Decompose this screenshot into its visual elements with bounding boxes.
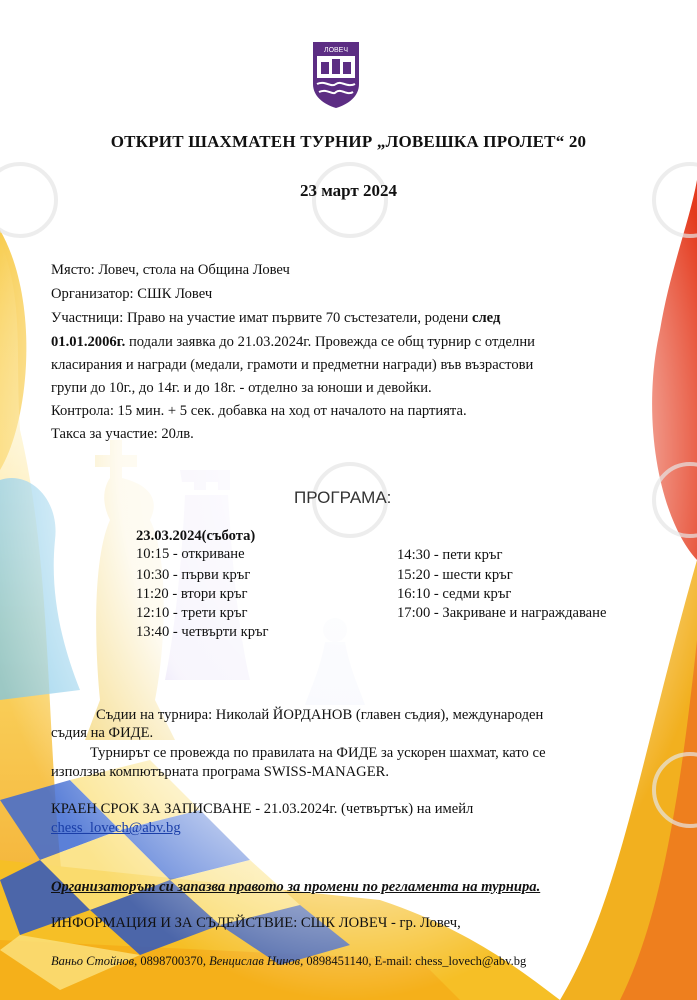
event-date: 23 март 2024 [299,181,398,200]
program-heading: ПРОГРАМА: [294,488,392,507]
deadline-line: КРАЕН СРОК ЗА ЗАПИСВАНЕ - 21.03.2024г. (четвъртък) на имейл [51,801,474,817]
judges-line-2: съдия на ФИДЕ. [51,725,154,741]
participants-line-1 [51,310,500,327]
rules-line-1: Турнирът се провежда по правилата на ФИДЕ за ускорен шахмат, като се [90,745,546,761]
organizer-notice: Организаторът си запазва правото за промени по регламента на турнира. [51,879,541,895]
participants-deadline-text: подали заявка до 21.03.2024г. Провежда се общ турнир с отделни [125,334,535,350]
organizer-line: Организатор: СШК Ловеч [51,286,213,302]
lovech-coat-of-arms-logo [311,40,361,110]
participants-line-4: групи до 10г., до 14г. и до 18г. - отделно за юноши и девойки. [51,380,432,396]
participants-birthdate: 01.01.2006г. [51,334,126,350]
footer-contacts [51,954,526,969]
control-line: Контрола: 15 мин. + 5 сек. добавка на ход от началото на партията. [51,403,467,419]
contact-phone-2: 0898451140, E-mail: chess_lovech@abv.bg [303,954,527,968]
schedule-item: 12:10 - трети кръг [136,605,248,621]
fee-line: Такса за участие: 20лв. [51,426,194,442]
contact-phone-1: 0898700370, [137,954,210,968]
participants-after-label: след [472,310,501,326]
page-title: ОТКРИТ ШАХМАТЕН ТУРНИР „ЛОВЕШКА ПРОЛЕТ“ 20 [110,132,587,151]
schedule-item: 10:15 - откриване [136,546,245,562]
contact-line: ИНФОРМАЦИЯ И ЗА СЪДЕЙСТВИЕ: СШК ЛОВЕЧ - гр. Ловеч, [51,915,461,931]
schedule-item: 15:20 - шести кръг [397,567,513,583]
participants-line-2 [51,334,535,351]
program-day: 23.03.2024(събота) [136,528,256,544]
participants-line-3: класирания и награди (медали, грамоти и предметни награди) във възрастови [51,357,534,373]
place-line: Място: Ловеч, стола на Община Ловеч [51,262,290,278]
schedule-item: 16:10 - седми кръг [397,586,512,602]
rules-line-2: използва компютърната програма SWISS-MANAGER. [51,764,389,780]
schedule-item: 10:30 - първи кръг [136,567,251,583]
schedule-item: 13:40 - четвърти кръг [136,624,269,640]
schedule-item: 17:00 - Закриване и награждаване [397,605,607,621]
contact-name-2: Венцислав Нинов, [209,954,304,968]
email-link[interactable]: chess_lovech@abv.bg [51,820,181,836]
schedule-item: 14:30 - пети кръг [397,547,503,563]
contact-name-1: Ваньо Стойнов, [51,954,138,968]
judges-line-1: Съдии на турнира: Николай ЙОРДАНОВ (главен съдия), международен [96,707,544,723]
participants-prefix: Участници: Право на участие имат първите 70 състезатели, родени [51,310,469,326]
schedule-item: 11:20 - втори кръг [136,586,248,602]
logo-text: ЛОВЕЧ [323,47,349,54]
